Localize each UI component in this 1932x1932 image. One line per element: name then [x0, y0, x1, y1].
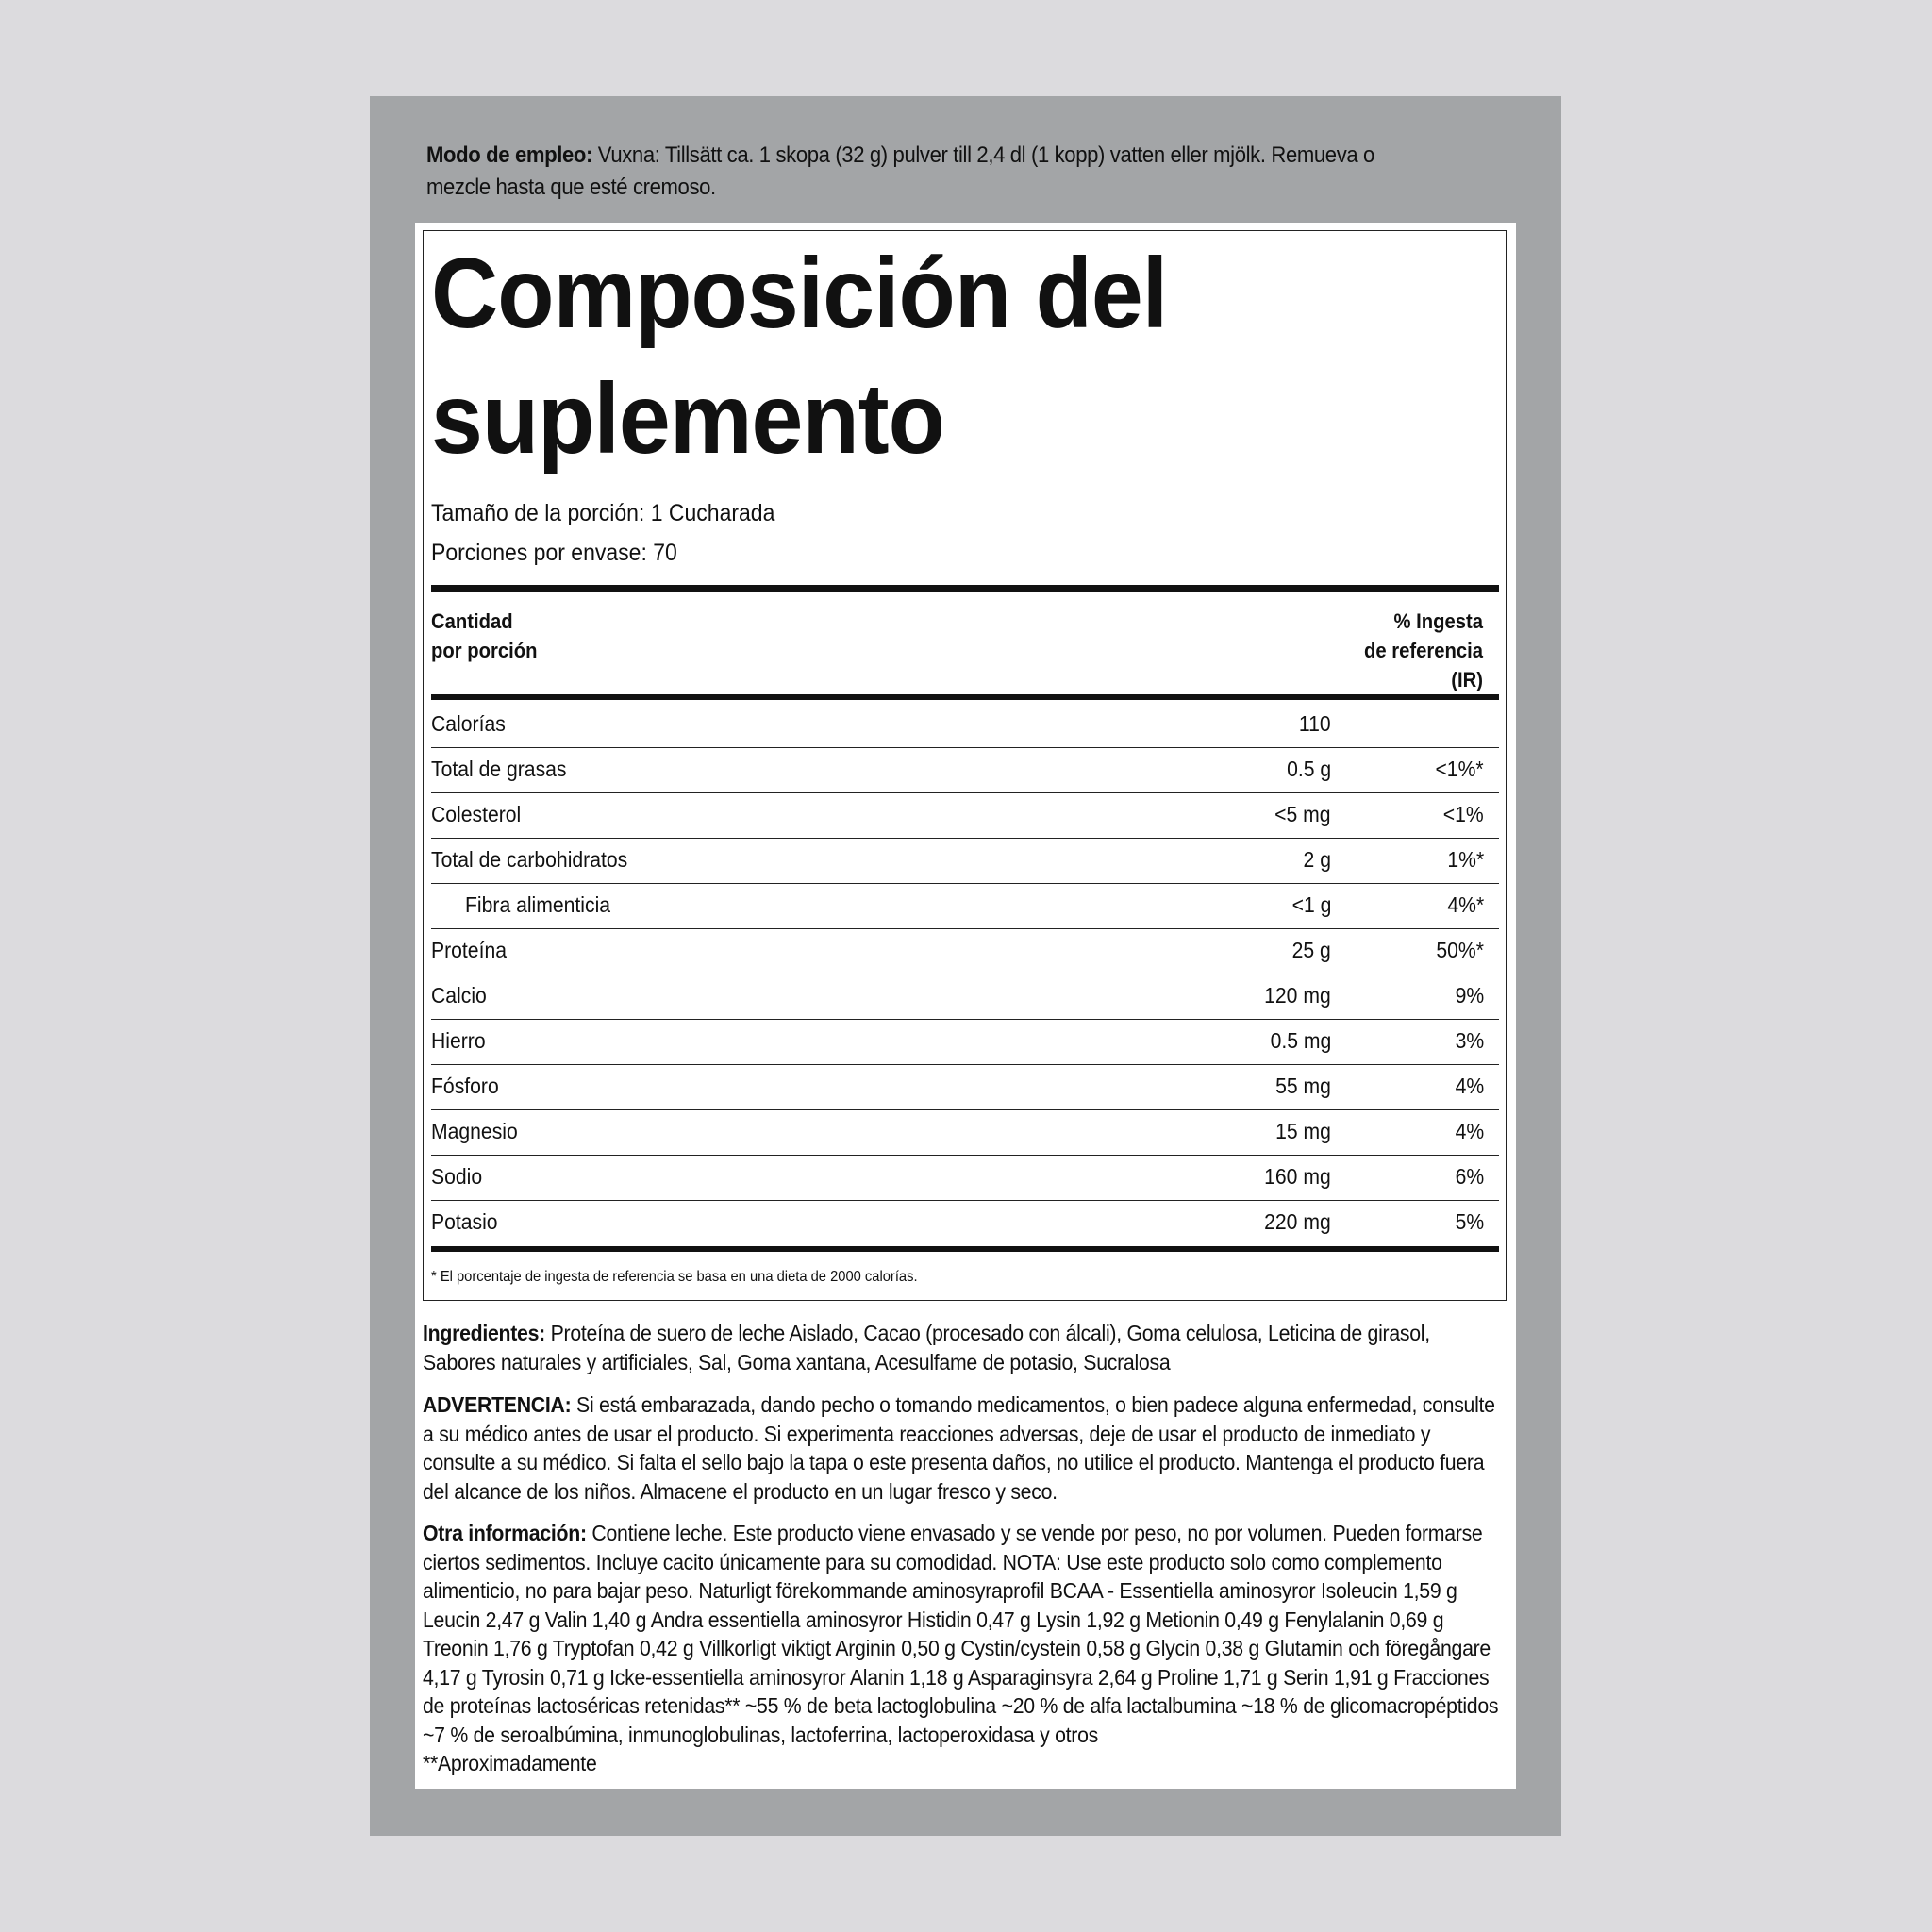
reference-intake-footnote: * El porcentaje de ingesta de referencia se basa en una dieta de 2000 calorías. — [431, 1269, 918, 1285]
other-info-footnote: **Aproximadamente — [423, 1751, 597, 1775]
nutrient-name: Total de carbohidratos — [431, 847, 628, 872]
nutrient-row — [431, 703, 1499, 748]
nutrient-reference-intake: 50%* — [1436, 938, 1484, 962]
nutrient-name: Total de grasas — [431, 757, 567, 781]
nutrient-row — [431, 1201, 1499, 1246]
other-info-body: Contiene leche. Este producto viene envasado y se vende por peso, no por volumen. Pueden formarse ciertos sedimentos. Incluye cacito únicamente para su comodidad. NOTA: Use este producto solo como complemento alimenticio, no para bajar peso. Naturligt förekommande aminosyraprofil BCAA - Essentiella aminosyror Isoleucin 1,59 g Leucin 2,47 g Valin 1,40 g Andra essentiella aminosyror Histidin 0,47 g Lysin 1,92 g Metionin 0,49 g Fenylalanin 0,69 g Treonin 1,76 g Tryptofan 0,42 g Villkorligt viktigt Arginin 0,50 g Cystin/cystein 0,58 g Glycin 0,38 g Glutamin och föregångare 4,17 g Tyrosin 0,71 g Icke-essentiella aminosyror Alanin 1,18 g Asparaginsyra 2,64 g Proline 1,71 g Serin 1,91 g Fracciones de proteínas lactoséricas retenidas** ~55 % de beta lactoglobulina ~20 % de alfa lactalbumina ~18 % de glicomacropéptidos ~7 % de seroalbúmina, inmunoglobulinas, lactoferrina, lactoperoxidasa y otros — [423, 1521, 1499, 1747]
nutrient-amount: 160 mg — [1264, 1164, 1331, 1189]
white-panel — [415, 223, 1516, 1789]
nutrient-amount: 0.5 mg — [1270, 1028, 1331, 1053]
nutrient-row — [431, 1065, 1499, 1110]
nutrient-name: Fibra alimenticia — [465, 892, 611, 917]
nutrient-name: Colesterol — [431, 802, 522, 826]
nutrient-amount: 55 mg — [1275, 1074, 1331, 1098]
nutrient-reference-intake: 1%* — [1447, 847, 1484, 872]
nutrient-amount: 120 mg — [1264, 983, 1331, 1008]
reference-intake-header: % Ingesta de referencia (IR) — [1363, 609, 1483, 691]
nutrient-row — [431, 1020, 1499, 1065]
nutrient-rows — [431, 703, 1499, 1246]
nutrient-row — [431, 884, 1499, 929]
nutrient-amount: 220 mg — [1264, 1209, 1331, 1234]
nutrient-amount: 110 — [1299, 711, 1331, 736]
nutrient-row — [431, 1156, 1499, 1201]
serving-size: Tamaño de la porción: 1 Cucharada — [431, 500, 775, 526]
nutrient-reference-intake: 9% — [1455, 983, 1484, 1008]
nutrient-row — [431, 974, 1499, 1020]
thick-divider-top — [431, 585, 1499, 592]
nutrient-name: Magnesio — [431, 1119, 518, 1143]
nutrient-row — [431, 1110, 1499, 1156]
nutrient-reference-intake: 5% — [1455, 1209, 1484, 1234]
nutrient-name: Calcio — [431, 983, 487, 1008]
directions-body: Vuxna: Tillsätt ca. 1 skopa (32 g) pulver till 2,4 dl (1 kopp) vatten eller mjölk. Remueva o mezcle hasta que esté cremoso. — [426, 142, 1374, 200]
warning-label: ADVERTENCIA: — [423, 1392, 572, 1417]
amount-per-serving-header: Cantidad por porción — [431, 609, 538, 662]
nutrient-row — [431, 793, 1499, 839]
nutrient-reference-intake: 4%* — [1447, 892, 1484, 917]
thick-divider-bottom — [431, 1246, 1499, 1252]
nutrient-amount: <5 mg — [1274, 802, 1331, 826]
nutrient-reference-intake: 6% — [1455, 1164, 1484, 1189]
facts-title: Composición del suplemento — [431, 238, 1168, 475]
nutrient-name: Sodio — [431, 1164, 483, 1189]
nutrient-reference-intake: <1%* — [1435, 757, 1484, 781]
warning-body: Si está embarazada, dando pecho o tomando medicamentos, o bien padece alguna enfermedad, consulte a su médico antes de usar el producto. Si experimenta reacciones adversas, deje de usar el producto de inmediato y consulte a su médico. Si falta el sello bajo la tapa o este presenta daños, no utilice el producto. Mantenga el producto fuera del alcance de los niños. Almacene el producto en un lugar fresco y seco. — [423, 1392, 1495, 1504]
nutrient-name: Calorías — [431, 711, 506, 736]
ingredients-body: Proteína de suero de leche Aislado, Cacao (procesado con álcali), Goma celulosa, Leticina de girasol, Sabores naturales y artificiales, Sal, Goma xantana, Acesulfame de potasio, Sucralosa — [423, 1321, 1430, 1374]
directions-label: Modo de empleo: — [426, 142, 593, 168]
other-info-text — [423, 1519, 1500, 1778]
nutrient-row — [431, 839, 1499, 884]
supplement-facts-box — [423, 230, 1507, 1301]
nutrient-amount: 2 g — [1303, 847, 1331, 872]
warning-text — [423, 1391, 1500, 1506]
ingredients-label: Ingredientes: — [423, 1321, 545, 1345]
nutrient-reference-intake: <1% — [1443, 802, 1484, 826]
nutrient-reference-intake: 3% — [1455, 1028, 1484, 1053]
nutrient-row — [431, 929, 1499, 974]
directions-text — [426, 140, 1424, 204]
thick-divider-header — [431, 694, 1499, 700]
nutrient-reference-intake: 4% — [1455, 1119, 1484, 1143]
supplement-label — [370, 96, 1561, 1836]
servings-per-container: Porciones por envase: 70 — [431, 540, 677, 566]
nutrient-amount: 15 mg — [1275, 1119, 1331, 1143]
nutrient-name: Proteína — [431, 938, 507, 962]
nutrient-row — [431, 748, 1499, 793]
ingredients-text — [423, 1319, 1500, 1376]
nutrient-amount: 0.5 g — [1286, 757, 1331, 781]
nutrient-amount: 25 g — [1291, 938, 1331, 962]
nutrient-amount: <1 g — [1291, 892, 1331, 917]
nutrient-reference-intake: 4% — [1455, 1074, 1484, 1098]
other-info-label: Otra información: — [423, 1521, 587, 1545]
nutrient-name: Fósforo — [431, 1074, 499, 1098]
nutrient-name: Hierro — [431, 1028, 486, 1053]
nutrient-name: Potasio — [431, 1209, 498, 1234]
